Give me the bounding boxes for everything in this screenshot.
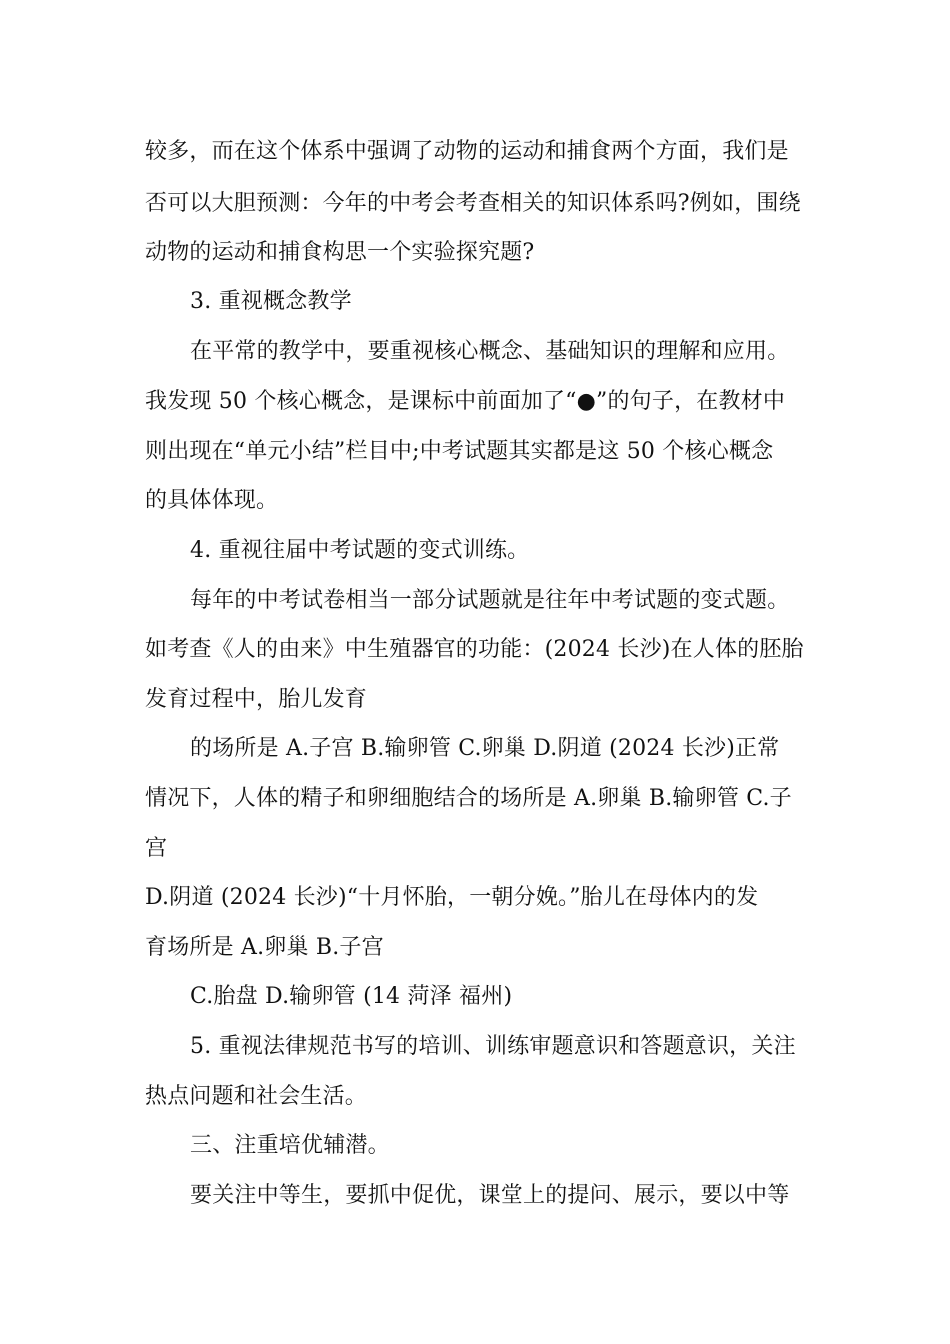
paragraph-line: 动物的运动和捕食构思一个实验探究题? xyxy=(145,240,535,265)
paragraph-line: 如考查《人的由来》中生殖器官的功能：(2024 长沙)在人体的胚胎 xyxy=(145,637,804,662)
paragraph-line: 宫 xyxy=(145,836,168,861)
paragraph-line: 育场所是 A.卵巢 B.子宫 xyxy=(145,935,384,960)
paragraph-line: 的具体体现。 xyxy=(145,488,279,513)
paragraph-line: 在平常的教学中，要重视核心概念、基础知识的理解和应用。 xyxy=(190,339,790,364)
paragraph-line: 我发现 50 个核心概念，是课标中前面加了“●”的句子，在教材中 xyxy=(145,389,786,414)
paragraph-line: 的场所是 A.子宫 B.输卵管 C.卵巢 D.阴道 (2024 长沙)正常 xyxy=(190,736,780,761)
section-heading: 三、注重培优辅潜。 xyxy=(190,1133,390,1158)
paragraph-line: C.胎盘 D.输卵管 (14 菏泽 福州) xyxy=(190,984,513,1009)
paragraph-line: 较多，而在这个体系中强调了动物的运动和捕食两个方面，我们是 xyxy=(145,139,789,164)
paragraph-line: 否可以大胆预测：今年的中考会考查相关的知识体系吗?例如，围绕 xyxy=(145,191,801,216)
paragraph-line: 则出现在“单元小结”栏目中;中考试题其实都是这 50 个核心概念 xyxy=(145,439,774,464)
paragraph-line: 热点问题和社会生活。 xyxy=(145,1084,368,1109)
section-heading: 5. 重视法律规范书写的培训、训练审题意识和答题意识，关注 xyxy=(190,1034,796,1059)
paragraph-line: D.阴道 (2024 长沙)“十月怀胎，一朝分娩。”胎儿在母体内的发 xyxy=(145,885,759,910)
paragraph-line: 发育过程中，胎儿发育 xyxy=(145,687,368,712)
paragraph-line: 情况下，人体的精子和卵细胞结合的场所是 A.卵巢 B.输卵管 C.子 xyxy=(145,786,792,811)
paragraph-line: 每年的中考试卷相当一部分试题就是往年中考试题的变式题。 xyxy=(190,588,790,613)
section-heading: 3. 重视概念教学 xyxy=(190,289,352,314)
paragraph-line: 要关注中等生，要抓中促优，课堂上的提问、展示，要以中等 xyxy=(190,1183,790,1208)
section-heading: 4. 重视往届中考试题的变式训练。 xyxy=(190,538,530,563)
